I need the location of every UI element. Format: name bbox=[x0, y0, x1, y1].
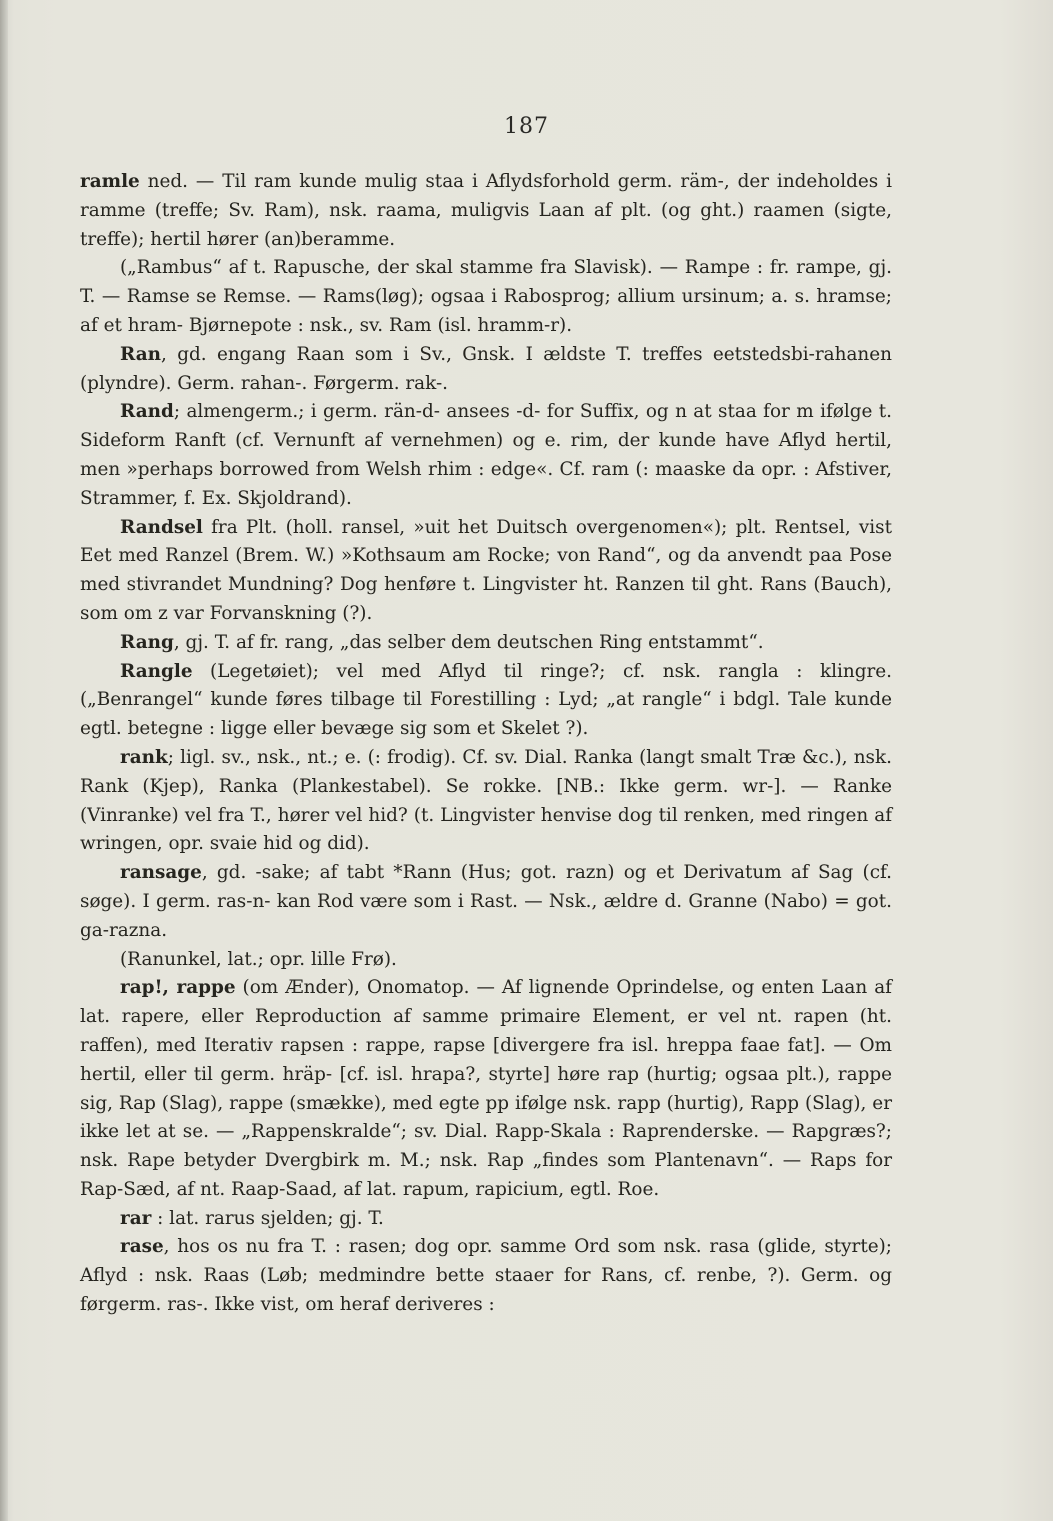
headword: rank bbox=[120, 746, 168, 768]
entry-rank bbox=[80, 744, 892, 859]
entry-text: , gj. T. af fr. rang, „das selber dem deutschen Ring entstammt“. bbox=[173, 631, 764, 653]
headword: rase bbox=[120, 1236, 164, 1258]
entry-rang bbox=[80, 629, 892, 658]
entry-text: ; ligl. sv., nsk., nt.; e. (: frodig). Cf. sv. Dial. Ranka (langt smalt Træ &c.), nsk. Rank (Kjep), Ranka (Plankestabel). Se rokke. [NB.: Ikke germ. wr-]. — Ranke (Vinranke) vel fra T., hører vel hid? (t. Lingvister henvise dog til renken, med ringen af wringen, opr. svaie hid og did). bbox=[80, 746, 892, 855]
entry-rand bbox=[80, 398, 892, 513]
headword: Randsel bbox=[120, 516, 203, 538]
entry-text: fra Plt. (holl. ransel, »uit het Duitsch overgenomen«); plt. Rentsel, vist Eet med Ranzel (Brem. W.) »Kothsaum am Rocke; von Rand“, og da anvendt paa Pose med stivrandet Mundning? Dog henføre t. Lingvister ht. Ranzen til ght. Rans (Bauch), som om z var Forvanskning (?). bbox=[80, 516, 892, 624]
entry-rap bbox=[80, 974, 892, 1204]
entry-text: (om Ænder), Onomatop. — Af lignende Oprindelse, og enten Laan af lat. rapere, eller Reproduction af samme primaire Element, er vel nt. rapen (ht. raffen), med Iterativ rapsen : rappe, rapse [divergere fra isl. hreppa faae fat]. — Om hertil, eller til germ. hräp- [cf. isl. hrapa?, styrte] høre rap (hurtig; ogsaa plt.), rappe sig, Rap (Slag), rappe (smække), med egte pp ifølge nsk. rapp (hurtig), Rapp (Slag), er ikke let at se. — „Rappenskralde“; sv. Dial. Rapp-Skala : Raprenderske. — Rapgræs?; nsk. Rape betyder Dvergbirk m. M.; nsk. Rap „findes som Plantenavn“. — Raps for Rap-Sæd, af nt. Raap-Saad, af lat. rapum, rapicium, egtl. Roe. bbox=[80, 977, 892, 1200]
entry-rase bbox=[80, 1233, 892, 1319]
headword: ransage bbox=[120, 862, 202, 884]
entry-ran bbox=[80, 341, 892, 399]
entry-text: (Ranunkel, lat.; opr. lille Frø). bbox=[120, 948, 397, 970]
headword: rap!, rappe bbox=[120, 977, 236, 999]
entry-ransage bbox=[80, 859, 892, 945]
entry-text: („Rambus“ af t. Rapusche, der skal stamme fra Slavisk). — Rampe : fr. rampe, gj. T. — Ramse se Remse. — Rams(løg); ogsaa i Rabosprog; allium ursinum; a. s. hramse; af et hram- Bjørnepote : nsk., sv. Ram (isl. hramm-r). bbox=[80, 257, 892, 336]
entry-rangle bbox=[80, 658, 892, 744]
entry-text: (Legetøiet); vel med Aflyd til ringe?; cf. nsk. rangla : klingre. („Benrangel“ kunde føres tilbage til Forestilling : Lyd; „at rangle“ i bdgl. Tale kunde egtl. betegne : ligge eller bevæge sig som et Skelet ?). bbox=[80, 660, 892, 740]
entry-ramle bbox=[80, 168, 892, 254]
entry-text: ; almengerm.; i germ. rän-d- ansees -d- for Suffix, og n at staa for m ifølge t. Sideform Ranft (cf. Vernunft af vernehmen) og e. rim, der kunde have Aflyd hertil, men »perhaps borrowed from Welsh rhim : edge«. Cf. ram (: maaske da opr. : Afstiver, Strammer, f. Ex. Skjoldrand). bbox=[80, 401, 892, 509]
entry-text: , hos os nu fra T. : rasen; dog opr. samme Ord som nsk. rasa (glide, styrte); Aflyd : nsk. Raas (Løb; medmindre bette staaer for Rans, cf. renbe, ?). Germ. og førgerm. ras-. Ikke vist, om heraf deriveres : bbox=[80, 1236, 892, 1316]
entries-column bbox=[80, 168, 892, 1320]
entry-rambus bbox=[80, 254, 892, 340]
entry-ranunkel bbox=[80, 946, 892, 975]
entry-text: ned. — Til ram kunde mulig staa i Aflydsforhold germ. räm-, der indeholdes i ramme (treffe; Sv. Ram), nsk. raama, muligvis Laan af plt. (og ght.) raamen (sigte, treffe); hertil hører (an)beramme. bbox=[80, 171, 892, 250]
entry-text: , gd. -sake; af tabt *Rann (Hus; got. razn) og et Derivatum af Sag (cf. søge). I germ. ras-n- kan Rod være som i Rast. — Nsk., ældre d. Granne (Nabo) = got. ga-razna. bbox=[80, 862, 892, 941]
entry-randsel bbox=[80, 514, 892, 629]
page-number: 187 bbox=[504, 114, 549, 139]
headword: rar bbox=[120, 1207, 152, 1229]
headword: Ran bbox=[120, 343, 161, 365]
entry-rar bbox=[80, 1205, 892, 1234]
headword: ramle bbox=[80, 171, 140, 192]
headword: Rang bbox=[120, 631, 174, 653]
headword: Rand bbox=[120, 401, 174, 423]
entry-text: : lat. rarus sjelden; gj. T. bbox=[151, 1207, 384, 1229]
entry-text: , gd. engang Raan som i Sv., Gnsk. I ældste T. treffes eetstedsbi-rahanen (plyndre). Germ. rahan-. Førgerm. rak-. bbox=[80, 343, 892, 394]
headword: Rangle bbox=[120, 660, 193, 682]
